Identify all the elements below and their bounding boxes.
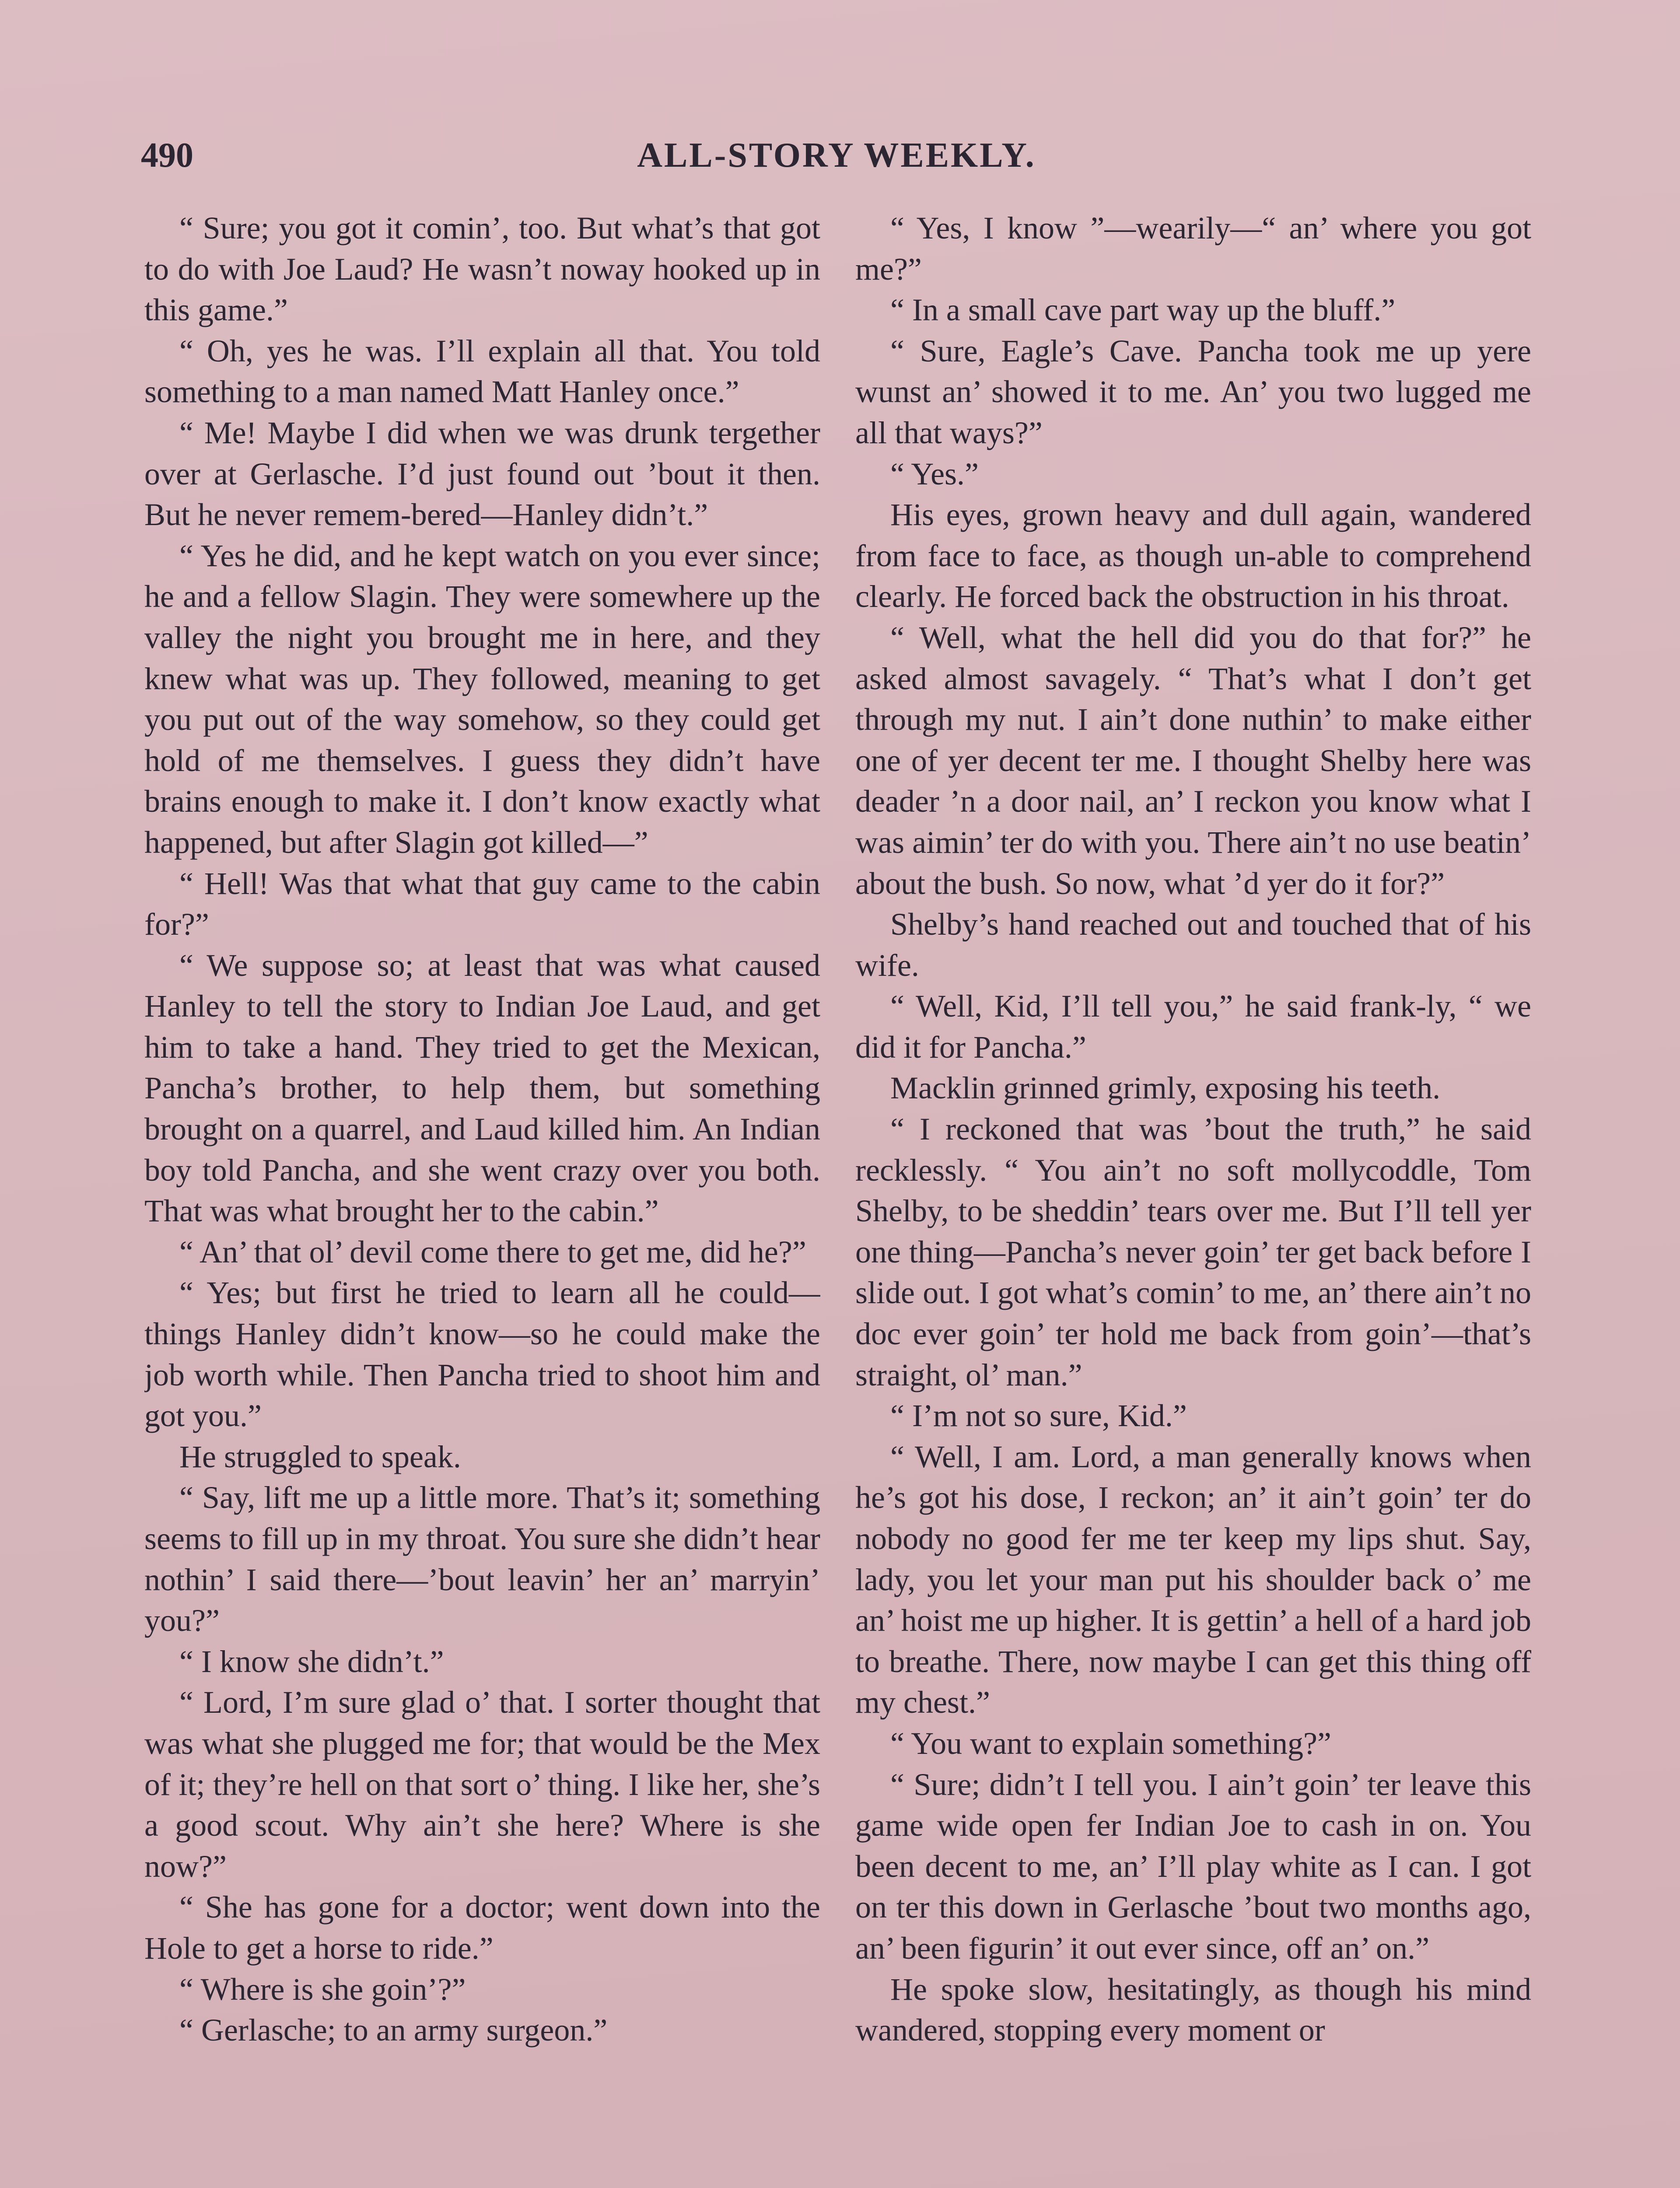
paragraph: “ I know she didn’t.” [179,1644,444,1679]
paragraph: “ Yes, I know ”—wearily—“ an’ where you got me?” [855,210,1531,287]
running-title: ALL-STORY WEEKLY. [637,136,1036,175]
paragraph: “ Well, what the hell did you do that for?” he asked almost savagely. “ That’s what I don’t get through my nut. I ain’t done nuthin’ to make either one of yer decent ter me. I thought Shelby here was deader ’n a door nail, an’ I reckon you know what I was aimin’ ter do with you. There ain’t no use beatin’ about the bush. So now, what ’d yer do it for?” [855,620,1531,901]
paragraph: “ I’m not so sure, Kid.” [890,1398,1187,1434]
paragraph: “ I reckoned that was ’bout the truth,” he said recklessly. “ You ain’t no soft mollycoddle, Tom Shelby, to be sheddin’ tears over me. But I’ll tell yer one thing—Pancha’s never goin’ ter get back before I slide out. I got what’s comin’ to me, an’ there ain’t no doc ever goin’ ter hold me back from goin’—that’s straight, ol’ man.” [855,1112,1531,1392]
paragraph: “ An’ that ol’ devil come there to get me, did he?” [179,1234,806,1269]
paragraph: Macklin grinned grimly, exposing his teeth. [890,1070,1441,1106]
paragraph: “ You want to explain something?” [890,1725,1331,1761]
page-number: 490 [141,136,193,175]
paragraph: “ Hell! Was that what that guy came to the cabin for?” [144,866,820,942]
text-columns [144,208,1531,2188]
paragraph: “ Sure, Eagle’s Cave. Pancha took me up yere wunst an’ showed it to me. An’ you two lugged me all that ways?” [855,333,1531,450]
paragraph: “ Gerlasche; to an army surgeon.” [179,2013,608,2048]
paragraph: “ Sure; didn’t I tell you. I ain’t goin’ ter leave this game wide open fer Indian Joe to cash in on. You been decent to me, an’ I’ll play white as I can. I got on ter this down in Gerlasche ’bout two months ago, an’ been figurin’ it out ever since, off an’ on.” [855,1767,1531,1966]
paragraph: “ Well, I am. Lord, a man generally knows when he’s got his dose, I reckon; an’ it ain’t goin’ ter do nobody no good fer me ter keep my lips shut. Say, lady, you let your man put his shoulder back o’ me an’ hoist me up higher. It is gettin’ a hell of a hard job to breathe. There, now maybe I can get this thing off my chest.” [855,1439,1531,1720]
paragraph: He spoke slow, hesitatingly, as though his mind wandered, stopping every moment or [855,1971,1531,2048]
paragraph: “ Where is she goin’?” [179,1971,466,2007]
paragraph: “ Yes he did, and he kept watch on you ever since; he and a fellow Slagin. They were somewhere up the valley the night you brought me in here, and they knew what was up. They followed, meaning to get you put out of the way somehow, so they could get hold of me themselves. I guess they didn’t have brains enough to make it. I don’t know exactly what happened, but after Slagin got killed—” [144,538,820,860]
paragraph: “ Lord, I’m sure glad o’ that. I sorter thought that was what she plugged me for; that would be the Mex of it; they’re hell on that sort o’ thing. I like her, she’s a good scout. Why ain’t she here? Where is she now?” [144,1685,820,1884]
right-column [855,208,1531,2188]
paragraph: “ We suppose so; at least that was what caused Hanley to tell the story to Indian Joe Laud, and get him to take a hand. They tried to get the Mexican, Pancha’s brother, to help them, but something brought on a quarrel, and Laud killed him. An Indian boy told Pancha, and she went crazy over you both. That was what brought her to the cabin.” [144,947,820,1229]
paragraph: “ Oh, yes he was. I’ll explain all that. You told something to a man named Matt Hanley once.” [144,333,820,410]
left-column [144,208,820,2188]
paragraph: “ Sure; you got it comin’, too. But what’s that got to do with Joe Laud? He wasn’t noway hooked up in this game.” [144,210,820,328]
paragraph: “ Yes.” [890,456,979,491]
paragraph: “ Me! Maybe I did when we was drunk tergether over at Gerlasche. I’d just found out ’bout it then. But he never remem-bered—Hanley didn’t.” [144,415,820,533]
paragraph: “ Say, lift me up a little more. That’s it; something seems to fill up in my throat. You sure she didn’t hear nothin’ I said there—’bout leavin’ her an’ marryin’ you?” [144,1480,820,1638]
paragraph: “ Well, Kid, I’ll tell you,” he said frank-ly, “ we did it for Pancha.” [855,989,1531,1065]
paragraph: He struggled to speak. [179,1439,461,1474]
paragraph: His eyes, grown heavy and dull again, wandered from face to face, as though un-able to comprehend clearly. He forced back the obstruction in his throat. [855,497,1531,614]
paragraph: “ She has gone for a doctor; went down into the Hole to get a horse to ride.” [144,1890,820,1966]
page-header [141,131,1532,179]
paragraph: “ In a small cave part way up the bluff.” [890,292,1396,328]
paragraph: “ Yes; but first he tried to learn all he could—things Hanley didn’t know—so he could make the job worth while. Then Pancha tried to shoot him and got you.” [144,1275,820,1434]
paragraph: Shelby’s hand reached out and touched that of his wife. [855,907,1531,983]
